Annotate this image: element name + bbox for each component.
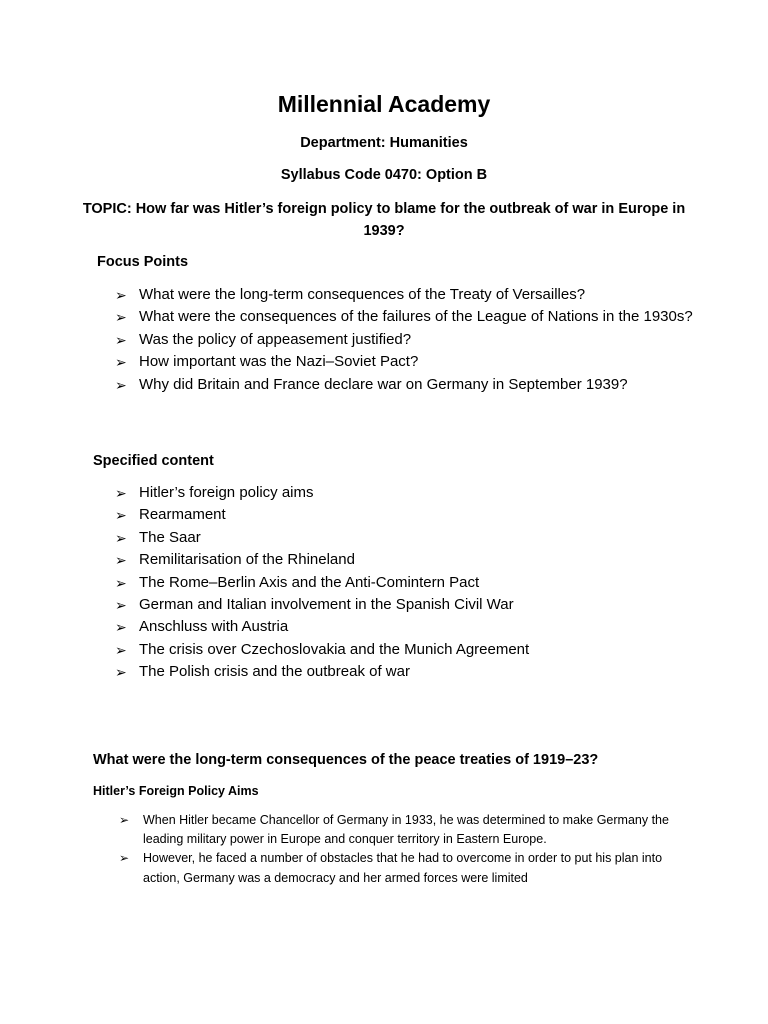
- specified-content-list: [115, 482, 695, 684]
- section-heading: What were the long-term consequences of the peace treaties of 1919–23?: [93, 752, 599, 768]
- arrow-bullet-icon: ➢: [115, 309, 127, 326]
- section-list: [119, 811, 679, 888]
- arrow-bullet-icon: ➢: [115, 354, 127, 371]
- document-title: Millennial Academy: [277, 91, 491, 117]
- topic-heading: TOPIC: How far was Hitler’s foreign policy to blame for the outbreak of war in Europe in 1939?: [82, 201, 686, 239]
- arrow-bullet-icon: ➢: [115, 529, 127, 546]
- arrow-bullet-icon: ➢: [115, 597, 127, 614]
- department-label: Department: Humanities: [300, 135, 468, 151]
- list-item: ➢ The Saar: [115, 527, 695, 549]
- arrow-bullet-icon: ➢: [115, 331, 127, 348]
- list-item: ➢ Hitler’s foreign policy aims: [115, 482, 695, 504]
- section-subheading: Hitler’s Foreign Policy Aims: [93, 784, 259, 798]
- arrow-bullet-icon: ➢: [115, 664, 127, 681]
- arrow-bullet-icon: ➢: [119, 813, 130, 827]
- focus-points-heading: Focus Points: [97, 254, 189, 270]
- list-item: ➢ What were the long-term consequences of the Treaty of Versailles?: [115, 284, 695, 306]
- list-item: ➢ When Hitler became Chancellor of Germany in 1933, he was determined to make Germany the leading military power in Europe and conquer territory in Eastern Europe.: [119, 813, 669, 847]
- specified-content-heading: Specified content: [93, 453, 214, 469]
- arrow-bullet-icon: ➢: [115, 376, 127, 393]
- list-item: ➢ How important was the Nazi–Soviet Pact?: [115, 351, 695, 373]
- list-item: ➢ Was the policy of appeasement justified?: [115, 329, 695, 351]
- list-item: ➢ The Rome–Berlin Axis and the Anti-Comintern Pact: [115, 572, 695, 594]
- arrow-bullet-icon: ➢: [115, 485, 127, 501]
- list-item: ➢ Remilitarisation of the Rhineland: [115, 549, 695, 571]
- list-item: ➢ German and Italian involvement in the Spanish Civil War: [115, 594, 695, 616]
- arrow-bullet-icon: ➢: [115, 287, 127, 303]
- list-item: ➢ The Polish crisis and the outbreak of war: [115, 661, 695, 683]
- syllabus-code: Syllabus Code 0470: Option B: [280, 167, 488, 183]
- arrow-bullet-icon: ➢: [119, 851, 130, 866]
- list-item: ➢ However, he faced a number of obstacles that he had to overcome in order to put his plan into action, Germany was a democracy and her armed forces were limited: [119, 851, 663, 885]
- arrow-bullet-icon: ➢: [115, 507, 127, 524]
- list-item: ➢ Rearmament: [115, 504, 695, 526]
- arrow-bullet-icon: ➢: [115, 552, 127, 569]
- arrow-bullet-icon: ➢: [115, 641, 127, 658]
- list-item: ➢ The crisis over Czechoslovakia and the Munich Agreement: [115, 639, 695, 661]
- list-item: ➢ Anschluss with Austria: [115, 616, 695, 638]
- arrow-bullet-icon: ➢: [115, 619, 127, 636]
- list-item: ➢ What were the consequences of the failures of the League of Nations in the 1930s?: [115, 306, 695, 328]
- focus-points-list: [115, 284, 695, 396]
- arrow-bullet-icon: ➢: [115, 574, 127, 591]
- list-item: ➢ Why did Britain and France declare war on Germany in September 1939?: [115, 374, 695, 396]
